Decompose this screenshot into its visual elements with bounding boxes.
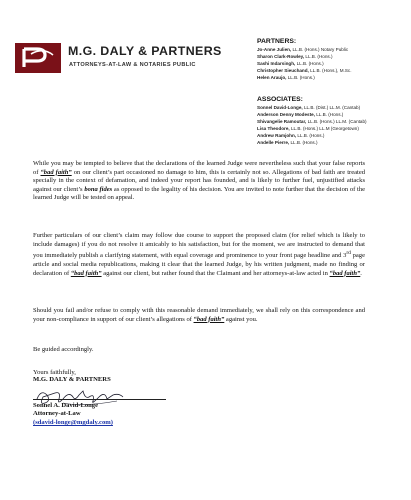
closing-salutation: Yours faithfully, <box>33 369 76 376</box>
body-paragraph-2: Further particulars of our client’s claim may follow due course to support the proposed claim (for relief which is likely to include damages) if you do not resolve it amicably to his satisfaction, but for the moment, we are instructed to demand that you immediately publish a clarifying statement, with equal coverage and prominence to your front page headline and 3rd page article and social media republications, making it clear that the learned Judge, by his written judgment, made no finding or declaration of “bad faith” against our client, but rather found that the Claimant and her attorneys-at-law acted in “bad faith”. <box>33 232 365 277</box>
partners-list <box>257 46 351 81</box>
list-item: Christopher Sieuchand, LL.B. (Hons.), M.Sc. <box>257 68 352 74</box>
list-item: Andrew Ramjohn, LL.B. (Hons.) <box>257 133 325 139</box>
list-item: Helen Araujo, LL.B. (Hons.) <box>257 75 315 81</box>
list-item: Lisa Theodore, LL.B. (Hons.) LL.M (Georgetown) <box>257 126 359 132</box>
firm-name: M.G. DALY & PARTNERS <box>68 44 222 58</box>
firm-logo-icon <box>15 43 61 73</box>
list-item: Jo-Anne Julien, LL.B. (Hons.) Notary Public <box>257 47 349 52</box>
list-item: Shivangelie Ramoutar, LL.B. (Hons.) LL.M. (Cantab) <box>257 119 367 125</box>
body-paragraph-3: Should you fail and/or refuse to comply with this reasonable demand immediately, we shall rely on this correspondence and your non-compliance in support of our client’s allegations of “bad faith” against you. <box>33 307 365 323</box>
firm-tagline: ATTORNEYS-AT-LAW & NOTARIES PUBLIC <box>69 62 196 68</box>
signer-email-link[interactable]: (sdavid-longe@mgdaly.com) <box>33 419 113 426</box>
body-paragraph-4: Be guided accordingly. <box>33 346 94 353</box>
list-item: Sashi Indarsingh, LL.B. (Hons.) <box>257 61 324 67</box>
list-item: Andelle Pierre, LL.B. (Hons.) <box>257 140 318 146</box>
associates-heading: ASSOCIATES: <box>257 96 303 103</box>
signature-firm-name: M.G. DALY & PARTNERS <box>33 376 111 383</box>
list-item: Anderson Denny Modeste, LL.B. (Hons.) <box>257 112 344 118</box>
body-paragraph-1: While you may be tempted to believe that the declarations of the learned Judge were nevertheless such that your false reports of “bad faith” on our client’s part occasioned no damage to him, this is certainly not so. Allegations of bad faith are treated specially in the context of defamation, and indeed your report has founded, and is likely to further fuel, unjustified attacks against our client’s bona fides as opposed to the legality of his decision. You are invited to note further that the decision of the learned Judge will be tested on appeal. <box>33 160 366 202</box>
list-item: Sonnel David-Longe, LL.B. (Dist.) LL.M. (Cantab) <box>257 105 361 110</box>
list-item: Sharon Clark-Rowley, LL.B. (Hons.) <box>257 54 333 60</box>
partners-heading: PARTNERS: <box>257 38 297 45</box>
signer-name: Sonnel A. David-Longe <box>33 402 99 409</box>
signer-title: Attorney-at-Law <box>33 410 81 417</box>
associates-list <box>257 104 367 147</box>
signature-line <box>33 399 166 400</box>
